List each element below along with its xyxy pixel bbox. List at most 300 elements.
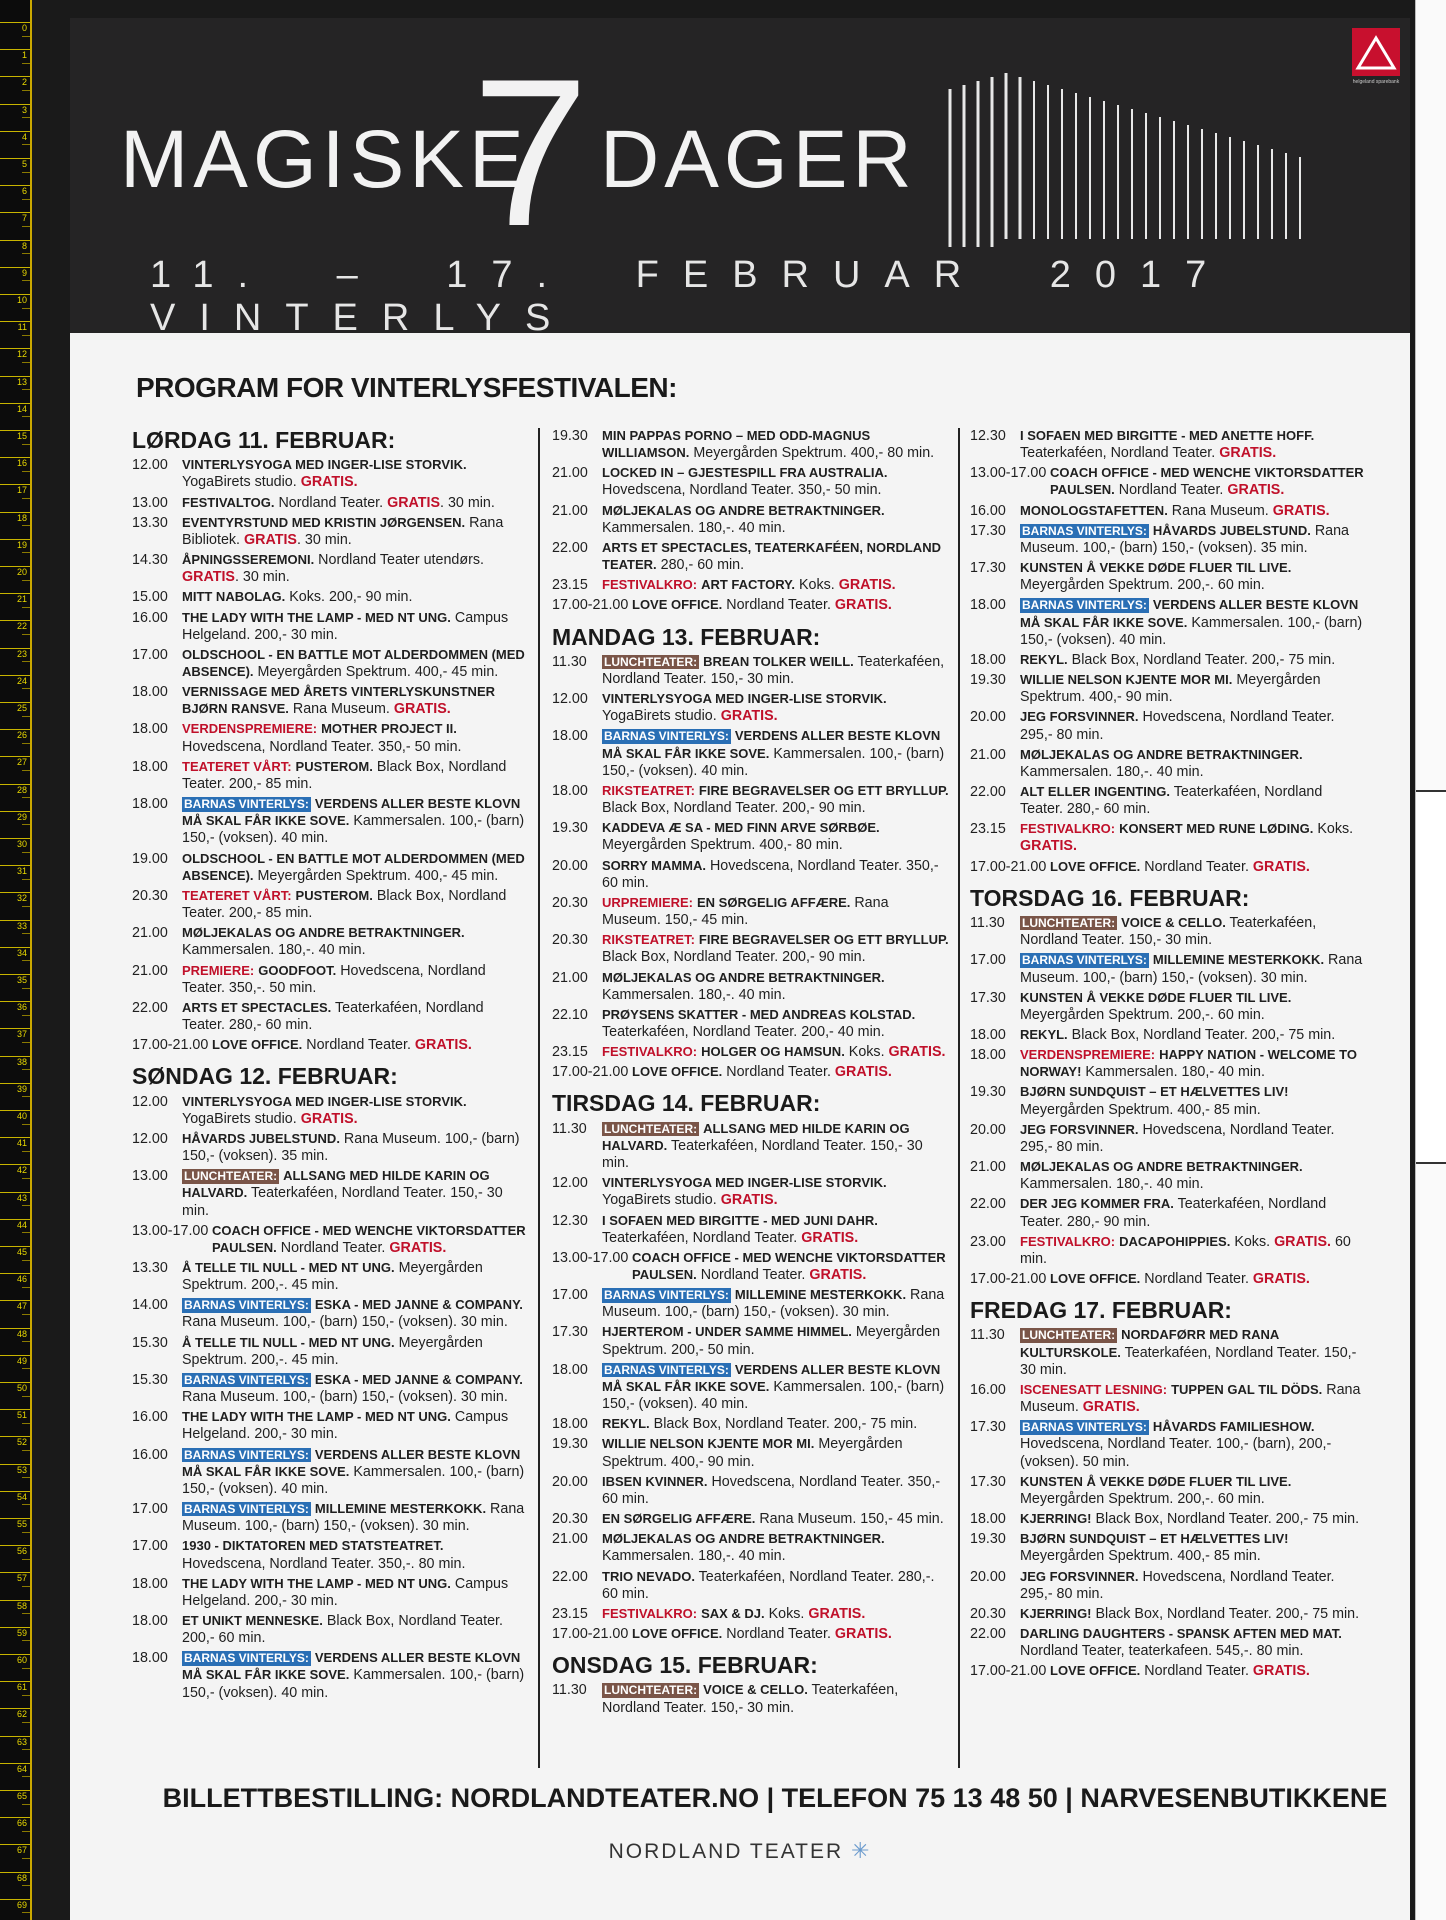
- event-venue: Kammersalen. 100,- (barn) 150,- (voksen). 40 min.: [602, 1378, 945, 1413]
- event-title: MILLEMINE MESTERKOKK.: [1152, 952, 1325, 968]
- event-row: [132, 963, 530, 997]
- event-row: [970, 1327, 1368, 1378]
- ruler-tick: 53: [0, 1464, 30, 1475]
- event-description: [182, 1131, 530, 1165]
- gratis-label: GRATIS.: [389, 1239, 447, 1256]
- event-category-tag: LUNCHTEATER:: [604, 1683, 698, 1698]
- event-title: PUSTEROM.: [295, 887, 373, 903]
- bank-logo-icon: [1352, 28, 1400, 86]
- ruler-tick: 57: [0, 1572, 30, 1583]
- event-row: [552, 1007, 950, 1041]
- event-venue: Nordland Teater, teaterkafeen. 545,-. 80 min.: [1020, 1643, 1304, 1660]
- ruler-tick: 49: [0, 1355, 30, 1366]
- event-title: LOVE OFFICE.: [1050, 1271, 1141, 1287]
- event-category-tag: VERDENSPREMIERE:: [1020, 1047, 1156, 1063]
- ruler-minor-tick: [22, 1260, 30, 1261]
- event-row: [132, 1000, 530, 1034]
- ruler-minor-tick: [22, 1124, 30, 1125]
- ruler-tick: 28: [0, 784, 30, 795]
- event-description: [602, 783, 950, 817]
- event-category-tag: BARNAS VINTERLYS:: [184, 1447, 309, 1462]
- event-category-tag: BARNAS VINTERLYS:: [1022, 523, 1147, 538]
- event-title: VINTERLYSYOGA MED INGER-LISE STORVIK.: [602, 1175, 887, 1191]
- event-description: [1020, 1027, 1368, 1044]
- event-title: KADDEVA Æ SA - MED FINN ARVE SØRBØE.: [602, 820, 880, 836]
- event-venue: Meyergården Spektrum. 200,-. 45 min.: [182, 1334, 483, 1368]
- event-description: [602, 1213, 950, 1247]
- event-time: 20.00: [552, 857, 588, 874]
- event-row: [552, 1324, 950, 1358]
- event-time: 20.00: [552, 1473, 588, 1490]
- event-row: [132, 684, 530, 718]
- event-description: [602, 970, 950, 1004]
- event-description: [632, 1626, 950, 1643]
- event-time: 21.00: [552, 502, 588, 519]
- event-row: [132, 1094, 530, 1128]
- event-venue: Black Box, Nordland Teater. 200,- 75 min.: [1071, 651, 1336, 668]
- event-description: [182, 589, 530, 606]
- event-row: [552, 970, 950, 1004]
- event-title: KUNSTEN Å VEKKE DØDE FLUER TIL LIVE.: [1020, 1473, 1292, 1489]
- event-venue: Meyergården Spektrum. 400,- 80 min.: [602, 837, 843, 854]
- ticket-info-footer: BILLETTBESTILLING: NORDLANDTEATER.NO | TELEFON 75 13 48 50 | NARVESENBUTIKKENE: [162, 1783, 1388, 1813]
- event-row: [552, 654, 950, 688]
- event-time: 12.00: [132, 457, 168, 474]
- event-time: 22.00: [552, 539, 588, 556]
- event-category-tag: URPREMIERE:: [602, 894, 694, 910]
- ruler-minor-tick: [22, 308, 30, 309]
- event-description: [1020, 1511, 1368, 1528]
- title-seven: 7: [472, 35, 589, 270]
- event-description: [1020, 1569, 1368, 1603]
- gratis-label: GRATIS.: [834, 1625, 892, 1642]
- event-description: [1020, 1159, 1368, 1193]
- ruler-minor-tick: [22, 1858, 30, 1859]
- event-title: HOLGER OG HAMSUN.: [701, 1044, 845, 1060]
- event-venue: Campus Helgeland. 200,- 30 min.: [182, 1409, 509, 1443]
- event-row: [970, 1663, 1368, 1680]
- event-title: VERNISSAGE MED ÅRETS VINTERLYSKUNSTNER BJØRN RANSVE.: [182, 684, 496, 717]
- event-row: [970, 1027, 1368, 1044]
- event-time: 17.00-21.00: [970, 1271, 1047, 1288]
- ruler-minor-tick: [22, 1368, 30, 1369]
- event-venue: Meyergården Spektrum. 400,- 90 min.: [602, 1436, 903, 1470]
- event-row: [552, 1064, 950, 1081]
- event-time: 11.30: [552, 1120, 587, 1137]
- ruler-tick: 5: [0, 158, 30, 169]
- event-venue: Hovedscena, Nordland Teater. 350,- 60 min.: [602, 857, 939, 891]
- event-description: [182, 1260, 530, 1294]
- event-row: [970, 1569, 1368, 1603]
- event-description: [182, 610, 530, 644]
- event-title: MIN PAPPAS PORNO – MED ODD-MAGNUS WILLIAMSON.: [602, 428, 871, 461]
- event-venue: Nordland Teater.: [1144, 858, 1249, 875]
- day-heading: ONSDAG 15. FEBRUAR:: [552, 1652, 818, 1679]
- event-row: [970, 1047, 1368, 1081]
- event-time: 13.00: [132, 494, 168, 511]
- event-venue: Meyergården Spektrum. 200,-. 60 min.: [1020, 1490, 1265, 1507]
- event-row: [970, 1234, 1368, 1268]
- event-description: [1020, 1626, 1368, 1660]
- event-row: [132, 925, 530, 959]
- ruler-minor-tick: [22, 1151, 30, 1152]
- event-description: [602, 691, 950, 725]
- event-description: [602, 1324, 950, 1358]
- event-description: [1020, 503, 1368, 520]
- event-time: 20.00: [970, 709, 1006, 726]
- ruler-tick: 6: [0, 185, 30, 196]
- event-title: ESKA - MED JANNE & COMPANY.: [314, 1297, 523, 1313]
- event-description: [602, 1175, 950, 1209]
- event-venue: Nordland Teater.: [280, 1239, 386, 1256]
- event-description: [1020, 1419, 1368, 1470]
- ruler-minor-tick: [22, 1559, 30, 1560]
- event-row: [552, 1287, 950, 1321]
- event-description: [182, 851, 530, 885]
- event-row: [970, 1382, 1368, 1416]
- ruler-tick: 61: [0, 1681, 30, 1692]
- event-category-tag: PREMIERE:: [182, 962, 255, 978]
- ruler-tick: 40: [0, 1110, 30, 1121]
- event-venue: Teaterkaféen, Nordland Teater. 150,- 30 min.: [602, 653, 945, 688]
- event-description: [602, 1362, 950, 1413]
- ruler-tick: 63: [0, 1736, 30, 1747]
- ruler-tick: 44: [0, 1219, 30, 1230]
- gratis-label: GRATIS.: [808, 1605, 866, 1622]
- event-title: LOCKED IN – GJESTESPILL FRA AUSTRALIA.: [602, 465, 888, 481]
- event-time: 17.30: [970, 522, 1006, 539]
- ruler-minor-tick: [22, 1668, 30, 1669]
- event-row: [552, 1474, 950, 1508]
- event-time: 18.00: [132, 684, 168, 701]
- ruler-minor-tick: [22, 988, 30, 989]
- event-row: [970, 1531, 1368, 1565]
- event-description: [1020, 821, 1368, 855]
- ruler-minor-tick: [22, 580, 30, 581]
- ruler-tick: 33: [0, 920, 30, 931]
- event-venue: Nordland Teater.: [726, 1064, 831, 1081]
- event-venue: Teaterkaféen, Nordland Teater. 150,- 30 min.: [602, 1137, 923, 1172]
- event-venue: Nordland Teater.: [1118, 482, 1224, 499]
- event-title: HÅVARDS JUBELSTUND.: [1152, 522, 1311, 538]
- event-title: FIRE BEGRAVELSER OG ETT BRYLLUP.: [698, 782, 949, 798]
- ruler-minor-tick: [22, 1477, 30, 1478]
- event-title: DER JEG KOMMER FRA.: [1020, 1196, 1174, 1212]
- event-title: VERDENS ALLER BESTE KLOVN MÅ SKAL FÅR IKKE SOVE.: [182, 1446, 521, 1479]
- event-category-tag: BARNAS VINTERLYS:: [184, 1298, 309, 1313]
- ruler-minor-tick: [22, 144, 30, 145]
- festival-dates: 11. – 17. FEBRUAR 2017 VINTERLYS: [150, 254, 1231, 339]
- column-divider: [958, 428, 960, 1768]
- event-title: MØLJEKALAS OG ANDRE BETRAKTNINGER.: [602, 969, 885, 985]
- ruler-minor-tick: [22, 688, 30, 689]
- event-row: [132, 647, 530, 681]
- event-row: [552, 1531, 950, 1565]
- ruler-tick: 45: [0, 1246, 30, 1257]
- gratis-label: GRATIS.: [809, 1267, 867, 1283]
- event-time: 18.00: [970, 651, 1006, 668]
- ruler-tick: 65: [0, 1790, 30, 1801]
- event-row: [132, 1447, 530, 1498]
- ruler-tick: 68: [0, 1872, 30, 1883]
- ruler-tick: 9: [0, 267, 30, 278]
- event-category-tag: TEATERET VÅRT:: [182, 758, 292, 774]
- event-title: Å TELLE TIL NULL - MED NT UNG.: [182, 1260, 395, 1275]
- ruler-tick: 43: [0, 1192, 30, 1203]
- ruler-tick: 20: [0, 566, 30, 577]
- event-venue: Teaterkaféen, Nordland Teater. 150,- 30 min.: [602, 1682, 899, 1716]
- gratis-label: GRATIS.: [834, 1064, 892, 1081]
- event-row: [970, 1084, 1368, 1118]
- event-title: THE LADY WITH THE LAMP - MED NT UNG.: [182, 1409, 451, 1425]
- event-row: [552, 577, 950, 594]
- event-time: 18.00: [132, 1575, 168, 1592]
- event-time: 15.30: [132, 1371, 168, 1388]
- ruler-tick: 32: [0, 892, 30, 903]
- event-venue: Kammersalen. 180,-. 40 min.: [182, 942, 366, 959]
- event-description: [602, 1416, 950, 1433]
- event-venue: Black Box, Nordland Teater. 200,- 85 min.: [182, 758, 507, 792]
- event-time: 12.00: [552, 691, 588, 708]
- event-venue: Black Box, Nordland Teater. 200,- 90 min.: [602, 800, 866, 817]
- event-time: 11.30: [552, 653, 587, 670]
- event-description: [182, 1538, 530, 1572]
- event-title: NORDAFØRR MED RANA KULTURSKOLE.: [1020, 1327, 1279, 1360]
- ruler-minor-tick: [22, 498, 30, 499]
- event-row: [970, 1196, 1368, 1230]
- gratis-label: GRATIS.: [1252, 1663, 1310, 1680]
- event-row: [132, 610, 530, 644]
- ruler-minor-tick: [22, 36, 30, 37]
- ruler-minor-tick: [22, 525, 30, 526]
- event-time: 21.00: [552, 465, 588, 482]
- event-time: 16.00: [132, 1446, 168, 1463]
- event-duration: 60 min.: [1020, 1233, 1351, 1267]
- event-row: [970, 1159, 1368, 1193]
- event-venue: Meyergården Spektrum. 400,- 85 min.: [1020, 1101, 1261, 1118]
- event-description: [182, 684, 530, 718]
- event-time: 22.10: [552, 1006, 588, 1023]
- event-venue: Meyergården Spektrum. 200,-. 60 min.: [1020, 1006, 1265, 1023]
- event-row: [132, 1297, 530, 1331]
- ruler-minor-tick: [22, 634, 30, 635]
- event-venue: Rana Museum. 100,- (barn) 150,- (voksen). 30 min.: [602, 1287, 945, 1321]
- event-title: ET UNIKT MENNESKE.: [182, 1612, 323, 1628]
- ruler-tick: 48: [0, 1328, 30, 1339]
- event-title: LOVE OFFICE.: [632, 1625, 723, 1641]
- event-title: TUPPEN GAL TIL DÖDS.: [1171, 1381, 1323, 1397]
- event-venue: YogaBirets studio.: [602, 1192, 717, 1209]
- ruler-minor-tick: [22, 1015, 30, 1016]
- event-row: [552, 1250, 950, 1284]
- event-description: [182, 457, 530, 491]
- gratis-label: GRATIS.: [720, 708, 778, 725]
- ruler-minor-tick: [22, 1776, 30, 1777]
- event-venue: Teaterkaféen, Nordland Teater.: [1020, 445, 1216, 462]
- event-title: EN SØRGELIG AFFÆRE.: [697, 894, 851, 910]
- event-title: JEG FORSVINNER.: [1020, 1568, 1139, 1584]
- ruler-minor-tick: [22, 852, 30, 853]
- ruler-minor-tick: [22, 1205, 30, 1206]
- ruler-minor-tick: [22, 1613, 30, 1614]
- event-row: [552, 465, 950, 499]
- title-dager: DAGER: [600, 114, 917, 205]
- event-title: MØLJEKALAS OG ANDRE BETRAKTNINGER.: [182, 925, 465, 941]
- event-title: BJØRN SUNDQUIST – ET HÆLVETTES LIV!: [1020, 1084, 1289, 1100]
- event-title: ART FACTORY.: [701, 577, 795, 593]
- event-row: [132, 515, 530, 549]
- ruler-minor-tick: [22, 1314, 30, 1315]
- event-description: [602, 1682, 950, 1716]
- event-description: [1020, 1382, 1368, 1416]
- event-venue: Rana Museum. 100,- (barn) 150,- (voksen). 30 min.: [182, 1501, 525, 1535]
- event-title: THE LADY WITH THE LAMP - MED NT UNG.: [182, 609, 451, 625]
- event-venue: Hovedscena, Nordland Teater. 350,- 50 min.: [602, 482, 882, 499]
- event-time: 17.30: [970, 1419, 1006, 1436]
- event-time: 13.00-17.00: [552, 1249, 629, 1266]
- event-venue: Black Box, Nordland Teater. 200,- 75 min.: [1095, 1511, 1360, 1528]
- event-time: 16.00: [132, 609, 168, 626]
- ruler-minor-tick: [22, 362, 30, 363]
- event-time: 13.30: [132, 514, 168, 531]
- event-description: [1020, 523, 1368, 557]
- ruler-minor-tick: [22, 226, 30, 227]
- event-description: [602, 858, 950, 892]
- ruler-minor-tick: [22, 1423, 30, 1424]
- event-category-tag: ISCENESATT LESNING:: [1020, 1381, 1168, 1397]
- event-row: [132, 1538, 530, 1572]
- event-description: [1050, 1663, 1368, 1680]
- ruler-minor-tick: [22, 1640, 30, 1641]
- event-title: REKYL.: [1020, 651, 1068, 667]
- ruler-minor-tick: [22, 1695, 30, 1696]
- event-row: [552, 1569, 950, 1603]
- event-venue: Hovedscena, Nordland Teater. 350,- 60 min.: [602, 1473, 941, 1507]
- event-venue: Rana Museum. 100,- (barn) 150,- (voksen). 30 min.: [1020, 952, 1363, 986]
- ruler-tick: 10: [0, 294, 30, 305]
- event-time: 14.00: [132, 1297, 168, 1314]
- event-title: HJERTEROM - UNDER SAMME HIMMEL.: [602, 1324, 852, 1340]
- event-time: 15.30: [132, 1334, 168, 1351]
- event-title: FESTIVALTOG.: [182, 494, 275, 510]
- event-title: MØLJEKALAS OG ANDRE BETRAKTNINGER.: [602, 502, 885, 518]
- event-time: 13.00-17.00: [132, 1222, 209, 1239]
- event-venue: Koks. 200,- 90 min.: [289, 589, 413, 606]
- event-venue: Teaterkaféen, Nordland Teater. 150,- 30 min.: [1020, 915, 1317, 949]
- ruler-tick: 15: [0, 430, 30, 441]
- event-title: REKYL.: [1020, 1026, 1068, 1042]
- event-description: [1020, 709, 1368, 743]
- event-category-tag: RIKSTEATRET:: [602, 932, 695, 948]
- event-time: 18.00: [552, 782, 588, 799]
- event-time: 16.00: [970, 1381, 1006, 1398]
- event-title: LOVE OFFICE.: [212, 1037, 303, 1053]
- event-description: [182, 1613, 530, 1647]
- event-title: ARTS ET SPECTACLES.: [182, 999, 332, 1015]
- event-venue: Meyergården Spektrum. 200,-. 45 min.: [182, 1260, 483, 1294]
- event-description: [182, 552, 530, 586]
- event-row: [132, 495, 530, 512]
- event-title: VINTERLYSYOGA MED INGER-LISE STORVIK.: [182, 457, 467, 473]
- event-row: [552, 820, 950, 854]
- event-time: 18.00: [552, 1361, 588, 1378]
- event-duration: . 30 min.: [296, 531, 352, 548]
- event-title: LOVE OFFICE.: [632, 597, 723, 613]
- event-category-tag: LUNCHTEATER:: [604, 654, 698, 669]
- event-title: JEG FORSVINNER.: [1020, 709, 1139, 725]
- event-category-tag: FESTIVALKRO:: [602, 1044, 698, 1060]
- event-time: 17.00-21.00: [552, 1625, 629, 1642]
- event-title: KUNSTEN Å VEKKE DØDE FLUER TIL LIVE.: [1020, 560, 1292, 576]
- event-time: 19.00: [132, 850, 168, 867]
- event-time: 14.30: [132, 552, 168, 569]
- event-row: [970, 1271, 1368, 1288]
- event-title: BREAN TOLKER WEILL.: [703, 653, 854, 669]
- ruler-tick: 62: [0, 1708, 30, 1719]
- event-time: 12.00: [552, 1175, 588, 1192]
- event-time: 17.00: [132, 646, 168, 663]
- event-category-tag: TEATERET VÅRT:: [182, 887, 292, 903]
- gratis-label: GRATIS.: [1219, 445, 1277, 462]
- event-title: I SOFAEN MED BIRGITTE - MED JUNI DAHR.: [602, 1212, 878, 1228]
- event-venue: Black Box, Nordland Teater. 200,- 90 min.: [602, 949, 866, 966]
- event-description: [1050, 859, 1368, 876]
- event-description: [602, 728, 950, 779]
- event-row: [552, 1416, 950, 1433]
- event-venue: Hovedscena, Nordland Teater. 100,- (barn), 200,- (voksen). 50 min.: [1020, 1436, 1332, 1470]
- gratis-label: GRATIS.: [393, 701, 451, 718]
- event-description: [182, 1576, 530, 1610]
- event-time: 18.00: [552, 728, 588, 745]
- event-category-tag: FESTIVALKRO:: [602, 1605, 698, 1621]
- event-venue: 280,- 60 min.: [660, 557, 745, 574]
- event-description: [602, 1436, 950, 1470]
- event-time: 23.00: [970, 1233, 1006, 1250]
- event-title: SAX & DJ.: [701, 1605, 765, 1621]
- ruler-tick: 47: [0, 1300, 30, 1311]
- event-category-tag: BARNAS VINTERLYS:: [184, 797, 309, 812]
- day-heading: SØNDAG 12. FEBRUAR:: [132, 1063, 398, 1090]
- event-venue: Hovedscena, Nordland Teater. 350,-. 80 min.: [182, 1555, 466, 1572]
- event-row: [552, 1511, 950, 1528]
- event-time: 22.00: [970, 1625, 1006, 1642]
- event-title: VOICE & CELLO.: [703, 1682, 808, 1698]
- ruler-minor-tick: [22, 335, 30, 336]
- gratis-label: GRATIS.: [838, 577, 896, 594]
- event-title: COACH OFFICE - MED WENCHE VIKTORSDATTER PAULSEN.: [212, 1222, 526, 1255]
- event-description: [1020, 560, 1368, 594]
- ruler-minor-tick: [22, 90, 30, 91]
- program-column-3: [970, 428, 1368, 1683]
- ruler-minor-tick: [22, 661, 30, 662]
- ruler-tick: 30: [0, 838, 30, 849]
- event-description: [182, 1650, 530, 1701]
- event-row: [552, 1682, 950, 1716]
- event-time: 17.00-21.00: [132, 1037, 209, 1054]
- gratis-label: GRATIS.: [801, 1229, 859, 1246]
- event-row: [970, 859, 1368, 876]
- event-time: 19.30: [970, 1531, 1006, 1548]
- event-row: [970, 1606, 1368, 1623]
- ruler-tick: 29: [0, 811, 30, 822]
- event-time: 19.30: [970, 1084, 1006, 1101]
- event-row: [552, 783, 950, 817]
- event-row: [552, 1606, 950, 1623]
- event-time: 17.30: [552, 1324, 588, 1341]
- event-venue: Kammersalen. 180,-. 40 min.: [602, 1548, 786, 1565]
- event-duration: . 30 min.: [440, 494, 495, 511]
- event-title: MILLEMINE MESTERKOKK.: [734, 1287, 907, 1303]
